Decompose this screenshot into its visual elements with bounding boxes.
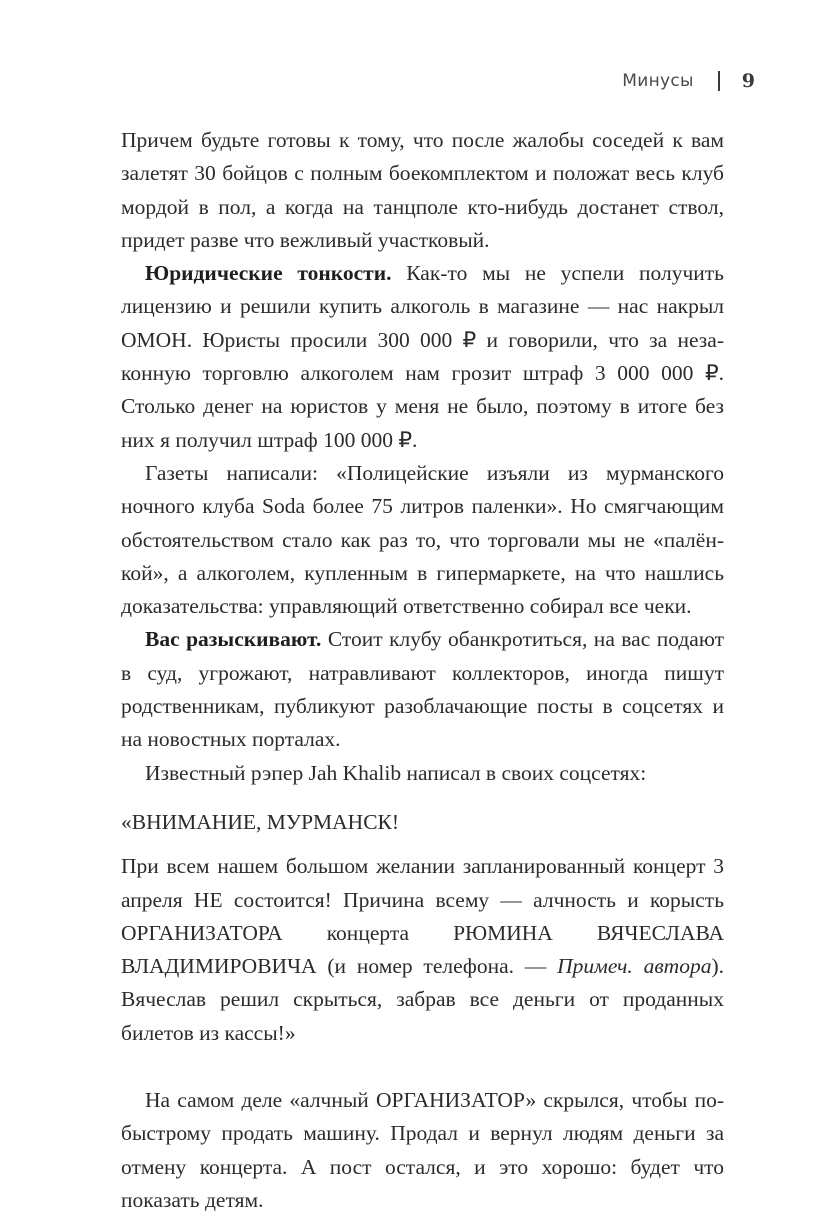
quote-heading: «ВНИМАНИЕ, МУРМАНСК! <box>121 809 400 834</box>
quote-text <box>121 850 724 1050</box>
page-body <box>121 124 724 1217</box>
paragraph-text-legal: Как-то мы не успели получить лицензию и решили купить алкоголь в магазине — нас накрыл ОМОН. Юристы просили 300 000 ₽ и говорили, что за незаконную торговлю алкоголем нам грозит штраф 3 000 000 ₽. Столько денег на юристов у меня не было, поэтому в итоге без них я получил штраф 100 000 ₽. <box>121 261 724 452</box>
paragraph-rapper-intro: Известный рэпер Jah Khalib написал в своих соцсетях: <box>145 760 647 785</box>
paragraph-lead-wanted: Вас разыскивают. <box>145 627 322 652</box>
blockquote <box>121 806 724 1050</box>
paragraph-newspapers: Газеты написали: «Полицейские изъяли из мурманского ночного клуба Soda более 75 литров паленки». Но смягчающим обстоятельством стало как раз то, что торговали мы не «палёнкой», а алкоголем, купленным в гипермаркете, на что нашлись доказательства: управляющий ответственно собирал все чеки. <box>121 460 724 619</box>
paragraph-continuation: Причем будьте готовы к тому, что после жалобы соседей к вам залетят 30 бойцов с полным боекомплектом и положат весь клуб мордой в пол, а когда на танцполе кто-нибудь достанет ствол, придет разве что вежливый участковый. <box>121 128 724 252</box>
quote-author-note: Примеч. автора <box>557 954 712 979</box>
quote-text-after: ). Вячеслав решил скрыться, забрав все деньги от проданных билетов из кассы!» <box>121 954 724 1045</box>
paragraph-legal-subtleties <box>121 257 724 457</box>
section-title: Минусы <box>622 71 694 91</box>
paragraph-lead-legal: Юридические тонкости. <box>145 261 392 286</box>
page-number: 9 <box>741 70 755 92</box>
header-divider <box>718 71 720 91</box>
paragraph-conclusion: На самом деле «алчный ОРГАНИЗАТОР» скрылся, чтобы по-быстрому продать машину. Продал и вернул людям деньги за отмену концерта. А пост остался, и это хорошо: будет что показать детям. <box>121 1088 724 1212</box>
quote-text-before: При всем нашем большом желании запланированный концерт 3 апреля НЕ состоится! Причина всему — алчность и корысть ОРГАНИЗАТОРА концерта РЮМИНА ВЯЧЕСЛАВА ВЛАДИМИРОВИЧА (и номер телефона. — <box>121 854 724 979</box>
paragraph-text-wanted: Стоит клубу обанкротиться, на вас подают в суд, угрожают, натравливают коллекторов, иногда пишут родственникам, публикуют разоблачающие посты в соцсетях и на новостных порталах. <box>121 627 725 752</box>
running-header <box>622 70 755 92</box>
paragraph-wanted <box>121 623 724 756</box>
